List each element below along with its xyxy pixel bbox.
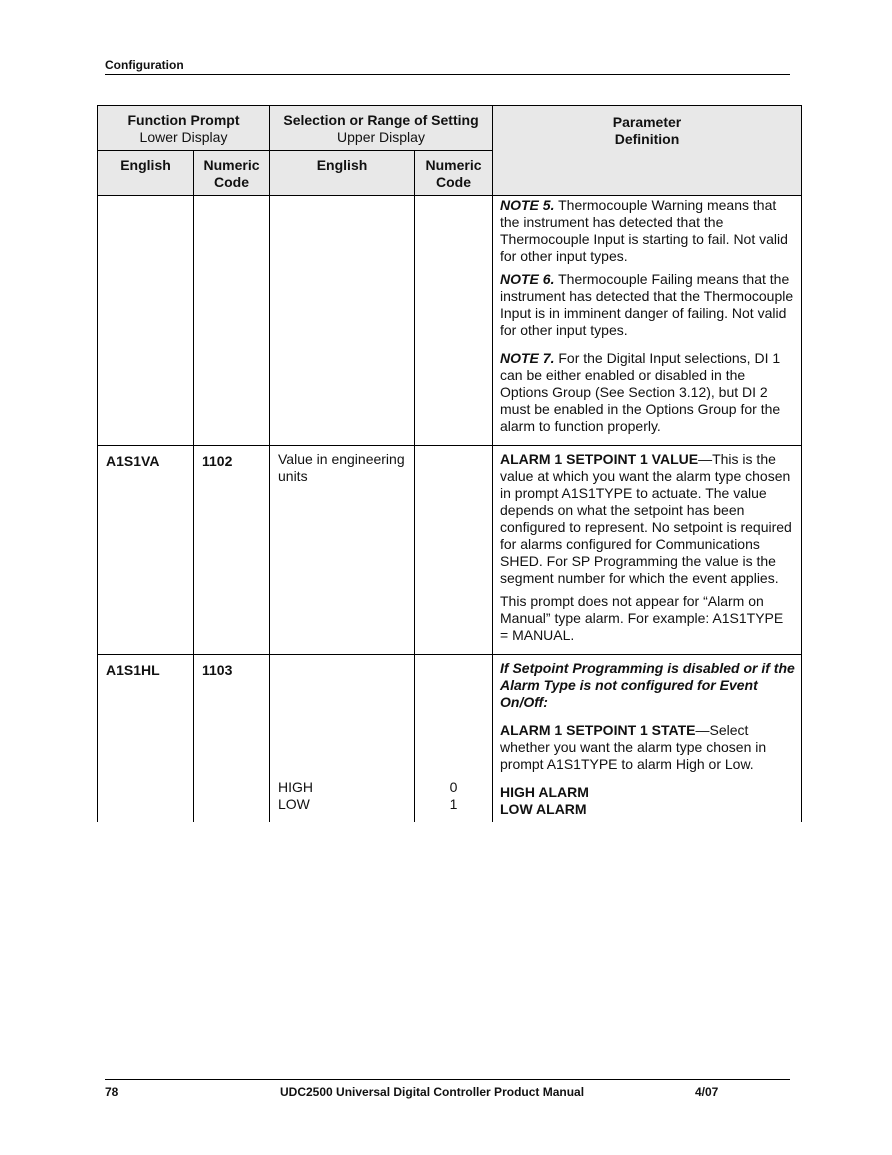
definition-text: —This is the value at which you want the alarm type chosen in prompt A1S1TYPE to actuate. The value depends on what the setpoint has been configured to represent. No setpoint is required for alarms configured for Communications SHED. For SP Programming the value is the segment number for which the event applies. xyxy=(500,451,792,586)
note-6 xyxy=(500,271,795,339)
selection-label: Selection or Range of Setting xyxy=(283,112,479,128)
note-label: NOTE 5. xyxy=(500,197,555,213)
definition-label: Definition xyxy=(614,131,680,147)
section-title: Configuration xyxy=(105,58,184,72)
note-label: NOTE 7. xyxy=(500,350,555,366)
empty-cell xyxy=(98,196,194,446)
definition-main xyxy=(500,451,795,587)
note-5 xyxy=(500,197,795,265)
upper-display-label: Upper Display xyxy=(337,129,425,145)
english-header-2: English xyxy=(270,151,415,196)
numeric-code-header-1: Numeric Code xyxy=(194,151,270,196)
row-a1s1va xyxy=(98,446,802,655)
numeric-code-header-2: Numeric Code xyxy=(415,151,493,196)
definition-note: This prompt does not appear for “Alarm on Manual” type alarm. For example: A1S1TYPE = MANUAL. xyxy=(500,593,784,643)
notes-definition-cell xyxy=(493,196,802,446)
definition-main xyxy=(500,722,795,773)
note-text: Thermocouple Failing means that the instrument has detected that the Thermocouple Input is in imminent danger of failing. Not valid for other input types. xyxy=(500,271,794,338)
selection-english xyxy=(270,655,415,823)
prompt-english: A1S1HL xyxy=(98,655,194,823)
note-label: NOTE 6. xyxy=(500,271,555,287)
definition-text: —Select whether you want the alarm type chosen in prompt A1S1TYPE to alarm High or Low. xyxy=(500,722,767,772)
note-text: For the Digital Input selections, DI 1 can be either enabled or disabled in the Options Group (See Section 3.12), but DI 2 must be enabled in the Options Group for the alarm to function properly. xyxy=(500,350,781,434)
function-prompt-label: Function Prompt xyxy=(127,112,240,128)
row-a1s1hl xyxy=(98,655,802,823)
page-number: 78 xyxy=(105,1085,119,1099)
function-prompt-header xyxy=(98,106,270,151)
empty-cell xyxy=(415,196,493,446)
prompt-numeric-code: 1102 xyxy=(194,446,270,655)
spacer xyxy=(278,660,406,779)
configuration-table xyxy=(97,105,802,822)
empty-cell xyxy=(415,446,493,655)
english-header-1: English xyxy=(98,151,194,196)
note-text: Thermocouple Warning means that the instrument has detected that the Thermocouple Input is starting to fail. Not valid for other input types. xyxy=(500,197,788,264)
parameter-definition xyxy=(493,655,802,823)
option-english: LOW xyxy=(278,796,310,812)
empty-cell xyxy=(270,196,415,446)
manual-title: UDC2500 Universal Digital Controller Product Manual xyxy=(280,1085,585,1099)
selection-english: Value in engineering units xyxy=(270,446,415,655)
prompt-numeric-code: 1103 xyxy=(194,655,270,823)
note-7 xyxy=(500,350,795,435)
definition-title: ALARM 1 SETPOINT 1 STATE xyxy=(500,722,696,738)
option-english: HIGH xyxy=(278,779,313,795)
lower-display-label: Lower Display xyxy=(139,129,228,145)
empty-cell xyxy=(194,196,270,446)
prompt-english: A1S1VA xyxy=(98,446,194,655)
parameter-definition-header xyxy=(493,106,802,196)
parameter-label: Parameter xyxy=(612,114,682,130)
option-definition: HIGH ALARM xyxy=(500,784,589,800)
configuration-table-wrapper xyxy=(97,105,802,822)
selection-header xyxy=(270,106,493,151)
page-header xyxy=(105,58,790,75)
definition-condition: If Setpoint Programming is disabled or if the Alarm Type is not configured for Event On/Off: xyxy=(500,660,795,710)
publication-date: 4/07 xyxy=(695,1085,719,1099)
notes-row xyxy=(98,196,802,446)
option-code: 1 xyxy=(449,796,458,812)
parameter-definition xyxy=(493,446,802,655)
spacer xyxy=(419,660,488,779)
option-definition: LOW ALARM xyxy=(500,801,587,817)
definition-title: ALARM 1 SETPOINT 1 VALUE xyxy=(500,451,699,467)
option-code: 0 xyxy=(449,779,458,795)
selection-numeric-code xyxy=(415,655,493,823)
option-definitions xyxy=(500,784,795,818)
page-footer xyxy=(105,1079,790,1099)
header-row-1 xyxy=(98,106,802,151)
